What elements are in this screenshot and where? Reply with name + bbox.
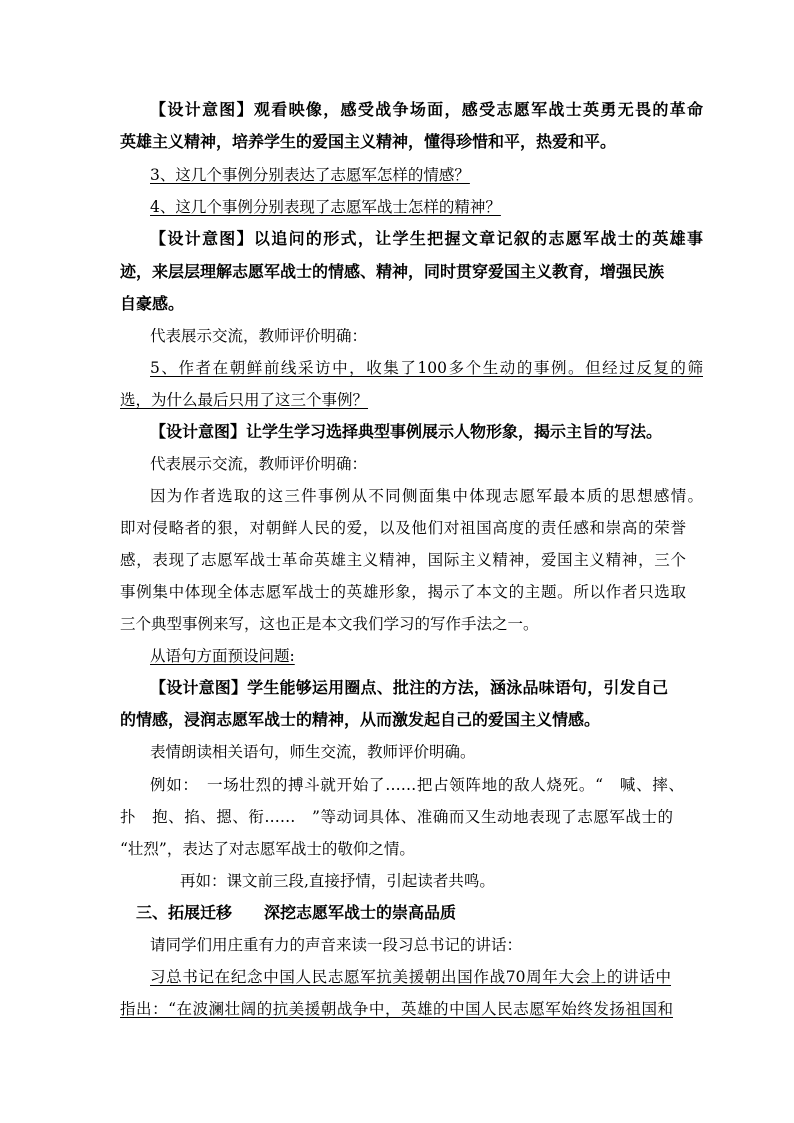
text-line: 英雄主义精神，培养学生的爱国主义精神，懂得珍惜和平，热爱和平。 (120, 132, 617, 151)
design-intent-paragraph-1: 【设计意图】观看映像，感受战争场面，感受志愿军战士英勇无畏的革命 (150, 100, 703, 119)
text-line: 即对侵略者的狠，对朝鲜人民的爱，以及他们对祖国高度的责任感和崇高的荣誉 (120, 519, 686, 537)
design-intent-paragraph-2: 【设计意图】以追问的形式，让学生把握文章记叙的志愿军战士的英雄事 (150, 229, 703, 248)
sentence-question-heading: 从语句方面预设问题: (150, 647, 295, 665)
question-4: 4、这几个事例分别表现了志愿军战士怎样的精神？ (150, 198, 501, 216)
question-5-continued: 选，为什么最后只用了这三个事例？ (120, 391, 369, 409)
text-line: 感，表现了志愿军战士革命英雄主义精神，国际主义精神，爱国主义精神，三个 (120, 551, 686, 569)
question-3: 3、这几个事例分别表达了志愿军怎样的情感？ (150, 166, 470, 184)
text-line: 三个典型事例来写，这也正是本文我们学习的写作手法之一。 (120, 615, 539, 633)
text-line: 迹，来层层理解志愿军战士的情感、精神，同时贯穿爱国主义教育，增强民族 (120, 262, 665, 281)
text-line: 扑 抱、掐、摁、衔…… ”等动词具体、准确而又生动地表现了志愿军战士的 (120, 808, 673, 826)
text-line: 事例集中体现全体志愿军战士的英雄形象，揭示了本文的主题。所以作者只选取 (120, 583, 686, 601)
text-line: 表情朗读相关语句，师生交流，教师评价明确。 (150, 743, 476, 761)
question-5: 5、作者在朝鲜前线采访中，收集了100多个生动的事例。但经过反复的筛 (150, 359, 703, 377)
text-line: 的情感，浸润志愿军战士的精神，从而激发起自己的爱国主义情感。 (120, 710, 601, 729)
teacher-evaluation-line: 代表展示交流，教师评价明确： (150, 455, 368, 473)
example-paragraph: 例如： 一场壮烈的搏斗就开始了……把占领阵地的敌人烧死。“ 喊、摔、 (150, 776, 684, 794)
quote-paragraph: 习总书记在纪念中国人民志愿军抗美援朝出国作战70周年大会上的讲话中 (150, 968, 671, 986)
text-line: 请同学们用庄重有力的声音来读一段习总书记的讲话： (150, 936, 523, 954)
answer-paragraph: 因为作者选取的这三件事例从不同侧面集中体现志愿军最本质的思想感情。 (150, 487, 703, 505)
design-intent-paragraph-4: 【设计意图】学生能够运用圈点、批注的方法，涵泳品味语句，引发自己 (150, 678, 668, 697)
text-line: 自豪感。 (120, 294, 185, 313)
text-line: “壮烈”，表达了对志愿军战士的敬仰之情。 (120, 840, 415, 858)
text-line: 再如：课文前三段,直接抒情，引起读者共鸣。 (180, 872, 495, 890)
design-intent-paragraph-3: 【设计意图】让学生学习选择典型事例展示人物形象，揭示主旨的写法。 (150, 422, 663, 441)
teacher-evaluation-line: 代表展示交流，教师评价明确： (150, 327, 368, 345)
text-line: 指出：“在波澜壮阔的抗美援朝战争中，英雄的中国人民志愿军始终发扬祖国和 (120, 1000, 673, 1018)
section-heading: 三、拓展迁移 深挖志愿军战士的崇高品质 (136, 903, 457, 922)
